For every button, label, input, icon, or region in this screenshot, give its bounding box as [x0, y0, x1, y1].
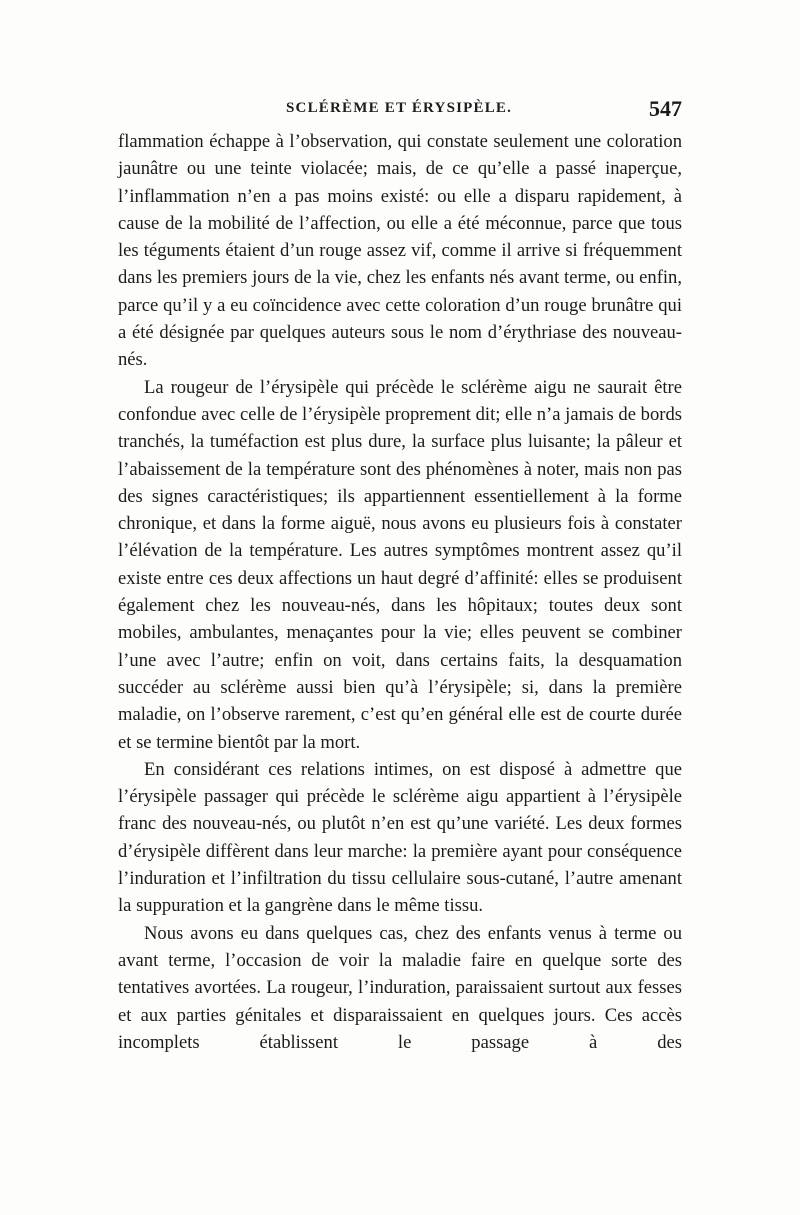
running-head [118, 96, 682, 126]
paragraph-tentatives: Nous avons eu dans quelques cas, chez des enfants venus à terme ou avant terme, l’occasion de voir la maladie faire en quelque sorte des tentatives avortées. La rougeur, l’induration, paraissaient surtout aux fesses et aux parties génitales et disparaissaient en quelques jours. Ces accès incomplets établissent le passage à des [118, 922, 682, 1053]
body-text [118, 128, 682, 1056]
running-title: SCLÉRÈME ET ÉRYSIPÈLE. [286, 100, 513, 116]
page-number: 547 [649, 96, 682, 121]
paragraph-rougeur: La rougeur de l’érysipèle qui précède le sclérème aigu ne saurait être confondue avec celle de l’érysipèle proprement dit; elle n’a jamais de bords tranchés, la tuméfaction est plus dure, la surface plus luisante; la pâleur et l’abaissement de la température sont des phénomènes à noter, mais non pas des signes caractéristiques; ils appartiennent essentiellement à la forme chronique, et dans la forme aiguë, nous avons eu plusieurs fois à constater l’élévation de la température. Les autres symptômes montrent assez qu’il existe entre ces deux affections un haut degré d’affinité: elles se produisent également chez les nouveau-nés, dans les hôpitaux; toutes deux sont mobiles, ambulantes, menaçantes pour la vie; elles peuvent se combiner l’une avec l’autre; enfin on voit, dans certains faits, la desquamation succéder au sclérème aussi bien qu’à l’érysipèle; si, dans la première maladie, on l’observe rarement, c’est qu’en général elle est de courte durée et se termine bientôt par la mort. [118, 376, 682, 753]
paragraph-relations: En considérant ces relations intimes, on est disposé à admettre que l’érysipèle passager qui précède le sclérème aigu appartient à l’érysipèle franc des nouveau-nés, ou plutôt n’en est qu’une variété. Les deux formes d’érysipèle diffèrent dans leur marche: la première ayant pour conséquence l’induration et l’infiltration du tissu cellulaire sous-cutané, l’autre amenant la suppuration et la gangrène dans le même tissu. [118, 758, 682, 917]
paragraph-continued: flammation échappe à l’observation, qui constate seulement une coloration jaunâtre ou une teinte violacée; mais, de ce qu’elle a passé inaperçue, l’inflammation n’en a pas moins existé: ou elle a disparu rapidement, à cause de la mobilité de l’affection, ou elle a été méconnue, parce que tous les téguments étaient d’un rouge assez vif, comme il arrive si fréquemment dans les premiers jours de la vie, chez les enfants nés avant terme, ou enfin, parce qu’il y a eu coïncidence avec cette coloration d’un rouge brunâtre qui a été désignée par quelques auteurs sous le nom d’érythriase des nouveau-nés. [118, 131, 682, 371]
